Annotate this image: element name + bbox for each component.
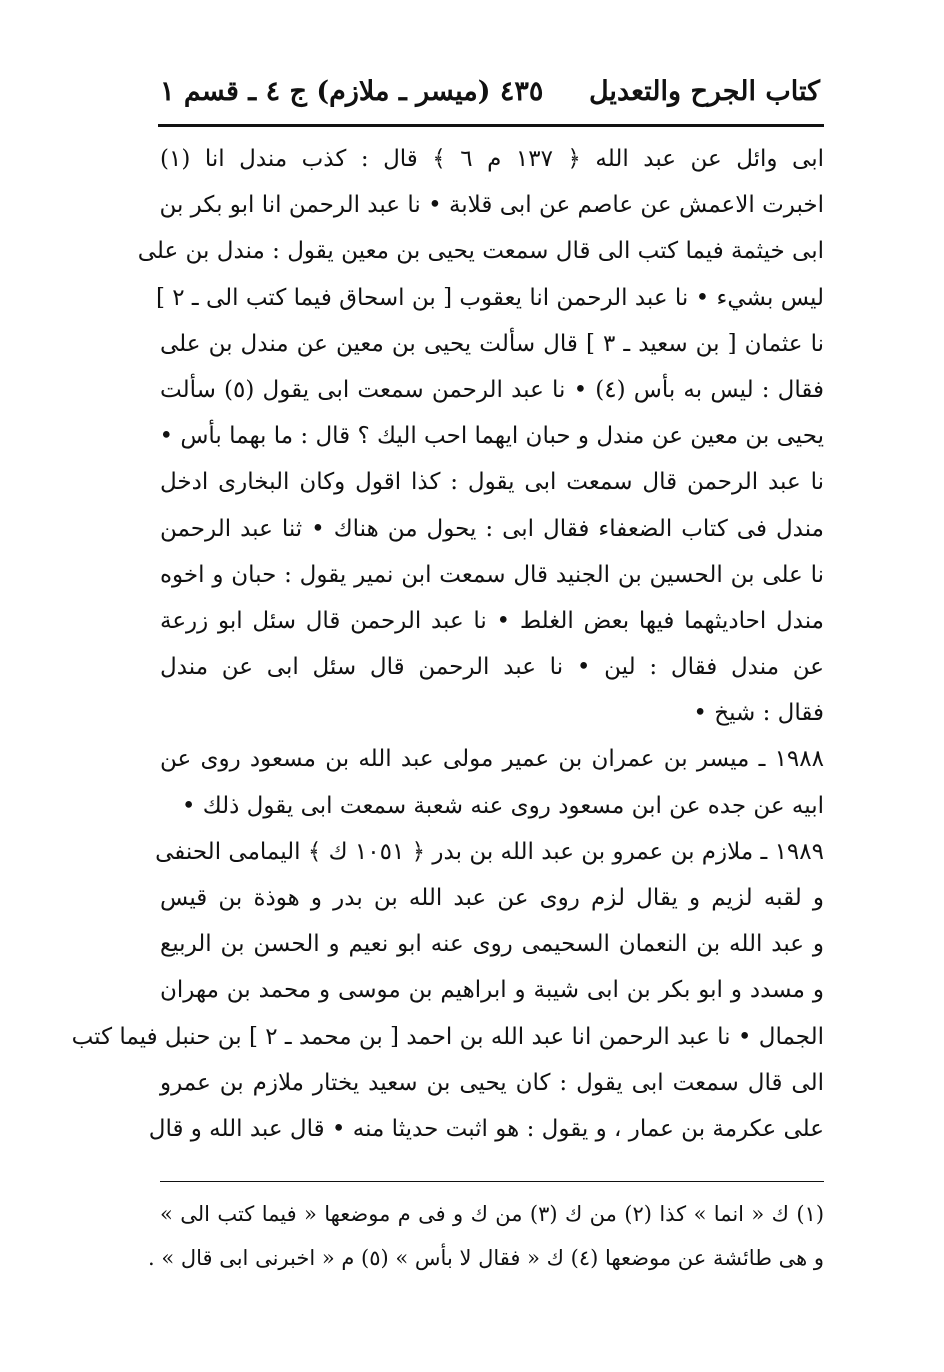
entry-1989-line: ١٩٨٩ ـ ملازم بن عمرو بن عبد الله بن بدر ﴿ ١٠٥١ ك ﴾ اليمامى الحنفى <box>155 838 824 865</box>
text-line: ابى خيثمة فيما كتب الى قال سمعت يحيى بن معين يقول : مندل بن على <box>137 238 824 265</box>
text-line: و مسدد و ابو بكر بن ابى شيبة و ابراهيم بن موسى و محمد بن مهران <box>160 977 824 1004</box>
text-line: ابى وائل عن عبد الله ﴿ ١٣٧ م ٦ ﴾ قال : كذب مندل انا (١) <box>160 146 824 172</box>
text-line: و عبد الله بن النعمان السحيمى روى عنه ابو نعيم و الحسن بن الربيع <box>160 931 824 958</box>
text-line: نا عثمان [ بن سعيد ـ ٣ ] قال سألت يحيى بن معين عن مندل بن على <box>160 330 824 357</box>
header-rule <box>158 124 824 127</box>
entry-1988-line: ١٩٨٨ ـ ميسر بن عمران بن عمير مولى عبد الله بن مسعود روى عن <box>160 746 824 773</box>
text-line: الجمال • نا عبد الرحمن انا عبد الله بن احمد [ بن محمد ـ ٢ ] بن حنبل فيما كتب <box>71 1023 824 1050</box>
text-line: على عكرمة بن عمار ، و يقول : هو اثبت حديثا منه • قال عبد الله و قال <box>148 1115 824 1142</box>
book-title: كتاب الجرح والتعديل <box>588 76 820 107</box>
text-line: عن مندل فقال : لين • نا عبد الرحمن قال سئل ابى عن مندل <box>160 654 824 681</box>
footnotes <box>147 1192 825 1280</box>
footnote-rule <box>160 1181 824 1182</box>
text-line: مندل احاديثهما فيها بعض الغلط • نا عبد الرحمن قال سئل ابو زرعة <box>160 607 824 634</box>
text-line: نا على بن الحسين بن الجنيد قال سمعت ابن نمير يقول : حبان و اخوه <box>160 561 824 588</box>
footnote-line: (١) ك « انما » كذا (٢) من ك (٣) من ك و فى م موضعها « فيما كتب الى » <box>160 1202 825 1226</box>
text-line: ليس بشيء • نا عبد الرحمن انا يعقوب [ بن اسحاق فيما كتب الى ـ ٢ ] <box>155 284 824 311</box>
text-line: مندل فى كتاب الضعفاء فقال ابى : يحول من هناك • ثنا عبد الرحمن <box>160 515 824 542</box>
footnote-line: و هى طائشة عن موضعها (٤) ك « فقال لا بأس » (٥) م « اخبرنى ابى قال » . <box>147 1246 824 1270</box>
text-line: نا عبد الرحمن قال سمعت ابى يقول : كذا اقول وكان البخارى ادخل <box>160 469 824 496</box>
text-line: الى قال سمعت ابى يقول : كان يحيى بن سعيد يختار ملازم بن عمرو <box>160 1069 824 1096</box>
text-line: فقال : ليس به بأس (٤) • نا عبد الرحمن سمعت ابى يقول (٥) سألت <box>160 376 825 403</box>
text-line: فقال : شيخ • <box>693 700 824 727</box>
running-header <box>160 76 820 116</box>
text-line: يحيى بن معين عن مندل و حبان ايهما احب اليك ؟ قال : ما بهما بأس • <box>159 423 824 450</box>
text-line: و لقبه لزيم و يقال لزم روى عن عبد الله بن بدر و هوذة بن قيس <box>160 885 824 911</box>
text-line: ابيه عن جده عن ابن مسعود روى عنه شعبة سمعت ابى يقول ذلك • <box>181 792 824 819</box>
text-line: اخبرت الاعمش عن عاصم عن ابى قلابة • نا عبد الرحمن انا ابو بكر بن <box>159 192 824 219</box>
main-text <box>71 136 825 1152</box>
page-reference: ٤٣٥ (ميسر ـ ملازم) ج ٤ ـ قسم ١ <box>160 76 544 107</box>
